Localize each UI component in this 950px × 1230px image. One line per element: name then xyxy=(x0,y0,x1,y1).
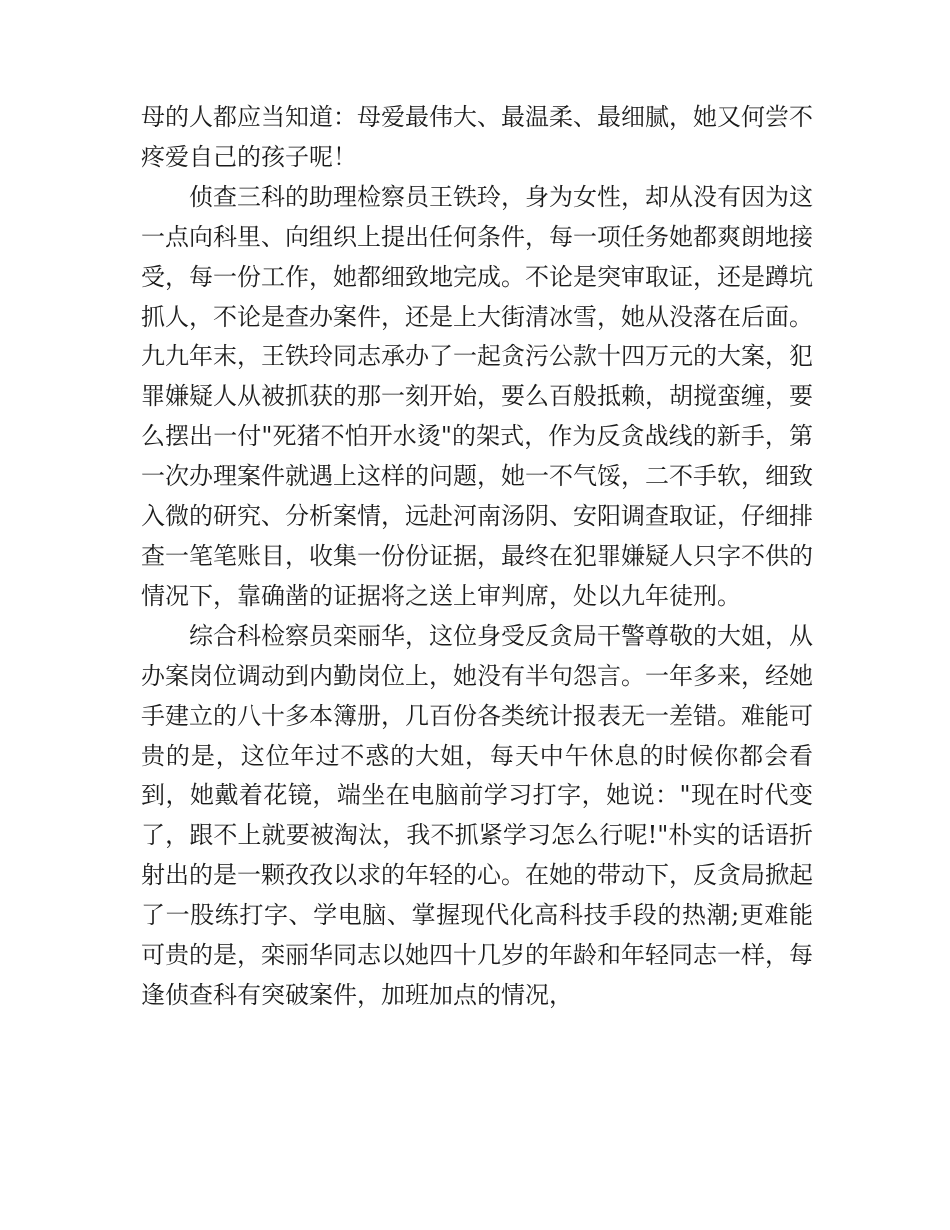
paragraph-3: 综合科检察员栾丽华，这位身受反贪局干警尊敬的大姐，从办案岗位调动到内勤岗位上，她没有半句怨言。一年多来，经她手建立的八十多本簿册，几百份各类统计报表无一差错。难能可贵的是，这位年过不惑的大姐，每天中午休息的时候你都会看到，她戴着花镜，端坐在电脑前学习打字，她说："现在时代变了，跟不上就要被淘汰，我不抓紧学习怎么行呢!"朴实的话语折射出的是一颗孜孜以求的年轻的心。在她的带动下，反贪局掀起了一股练打字、学电脑、掌握现代化高科技手段的热潮;更难能可贵的是，栾丽华同志以她四十几岁的年龄和年轻同志一样，每逢侦查科有突破案件，加班加点的情况， xyxy=(141,621,813,1009)
paragraph-1: 母的人都应当知道：母爱最伟大、最温柔、最细腻，她又何尝不疼爱自己的孩子呢！ xyxy=(141,103,813,171)
paragraph-2: 侦查三科的助理检察员王铁玲，身为女性，却从没有因为这一点向科里、向组织上提出任何条件，每一项任务她都爽朗地接受，每一份工作，她都细致地完成。不论是突审取证，还是蹲坑抓人，不论是查办案件，还是上大街清冰雪，她从没落在后面。九九年末，王铁玲同志承办了一起贪污公款十四万元的大案，犯罪嫌疑人从被抓获的那一刻开始，要么百般抵赖，胡搅蛮缠，要么摆出一付"死猪不怕开水烫"的架式，作为反贪战线的新手，第一次办理案件就遇上这样的问题，她一不气馁，二不手软，细致入微的研究、分析案情，远赴河南汤阴、安阳调查取证，仔细排查一笔笔账目，收集一份份证据，最终在犯罪嫌疑人只字不供的情况下，靠确凿的证据将之送上审判席，处以九年徒刑。 xyxy=(141,182,813,610)
document-page xyxy=(141,98,813,1016)
